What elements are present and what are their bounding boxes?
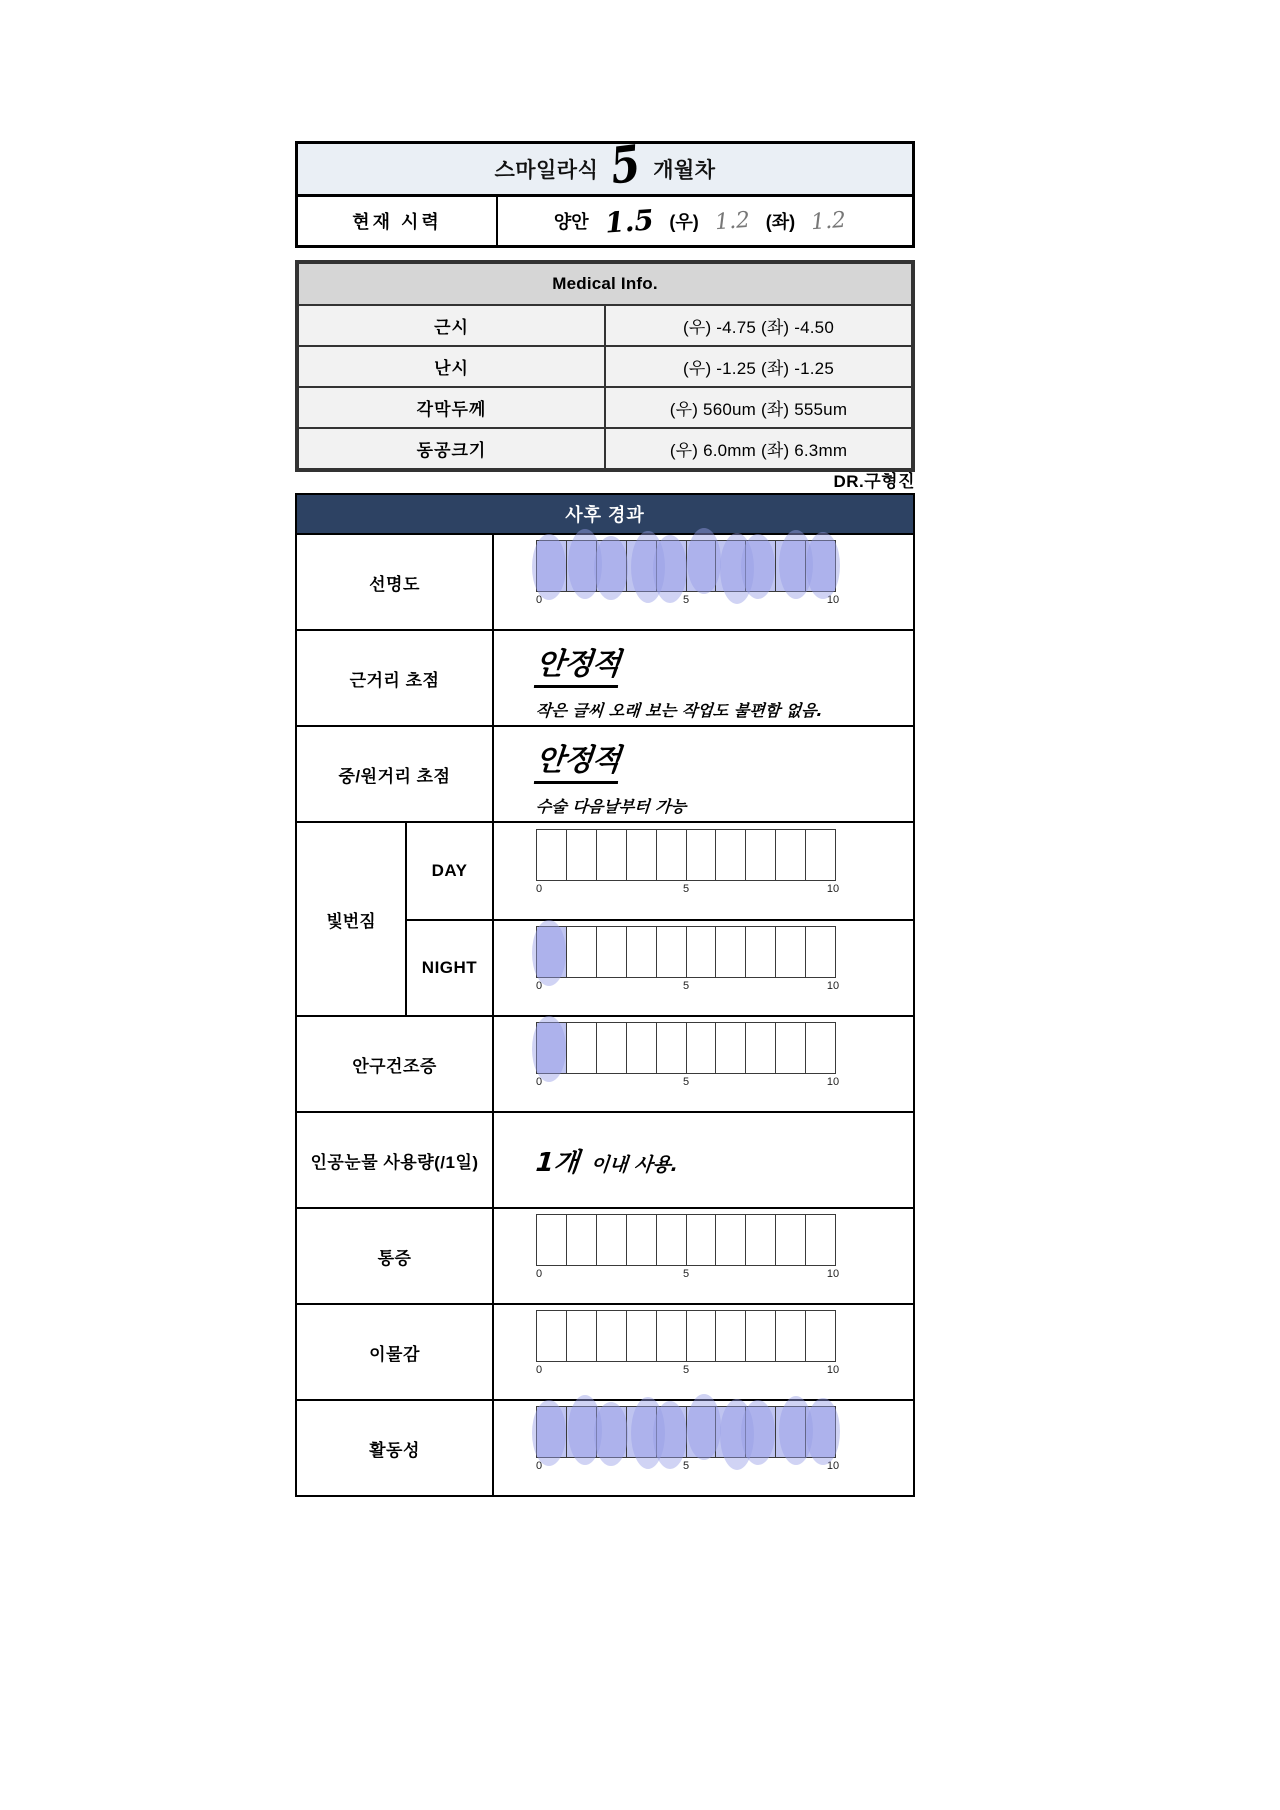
rating-scale-cells[interactable] <box>536 829 836 881</box>
rating-scale-cell[interactable] <box>567 1023 597 1073</box>
medical-info-key: 동공크기 <box>298 428 605 469</box>
rating-scale-cell[interactable] <box>687 927 717 977</box>
rating-scale-cell[interactable] <box>597 927 627 977</box>
handwritten-headline: 안정적 <box>534 639 622 688</box>
rating-scale-ticks <box>535 594 840 608</box>
scale-tick-mid: 5 <box>682 1364 690 1376</box>
progress-row-body <box>494 631 913 725</box>
rating-scale-cell[interactable] <box>687 1215 717 1265</box>
rating-scale-cell[interactable] <box>657 541 687 591</box>
rating-scale-cell[interactable] <box>597 1311 627 1361</box>
progress-subrows <box>407 823 913 1015</box>
rating-scale-cell[interactable] <box>657 1215 687 1265</box>
rating-scale-cell[interactable] <box>806 541 835 591</box>
progress-row-label: 통증 <box>297 1209 494 1303</box>
rating-scale-cell[interactable] <box>687 1407 717 1457</box>
scale-tick-min: 0 <box>535 1268 543 1280</box>
rating-scale-cell[interactable] <box>806 1407 835 1457</box>
table-row <box>298 346 912 387</box>
rating-scale[interactable] <box>535 540 840 624</box>
rating-scale-cell[interactable] <box>746 1311 776 1361</box>
rating-scale-cell[interactable] <box>627 927 657 977</box>
rating-scale-cell[interactable] <box>746 1023 776 1073</box>
medical-info-value: (우) 6.0mm (좌) 6.3mm <box>605 428 912 469</box>
rating-scale-cell[interactable] <box>776 1023 806 1073</box>
rating-scale-cell[interactable] <box>687 1023 717 1073</box>
rating-scale-ticks <box>535 1268 840 1282</box>
scale-tick-max: 10 <box>826 883 840 895</box>
handwritten-headline: 1개 <box>534 1147 581 1178</box>
vision-left-value: 1.2 <box>810 207 847 235</box>
progress-sub-body <box>494 921 913 1015</box>
scale-tick-min: 0 <box>535 1460 543 1472</box>
rating-scale-cell[interactable] <box>657 1407 687 1457</box>
scale-tick-mid: 5 <box>682 883 690 895</box>
rating-scale-cell[interactable] <box>537 830 567 880</box>
rating-scale-cell[interactable] <box>776 1215 806 1265</box>
scale-tick-mid: 5 <box>682 1460 690 1472</box>
progress-row-label: 이물감 <box>297 1305 494 1399</box>
month-handwritten: 5 <box>607 133 645 196</box>
scale-tick-max: 10 <box>826 1268 840 1280</box>
progress-sub-body <box>494 823 913 919</box>
scale-tick-mid: 5 <box>682 980 690 992</box>
rating-scale-cell[interactable] <box>567 927 597 977</box>
scale-tick-mid: 5 <box>682 1076 690 1088</box>
rating-scale-cell[interactable] <box>537 541 567 591</box>
rating-scale-ticks <box>535 1364 840 1378</box>
scale-tick-max: 10 <box>826 980 840 992</box>
handwritten-detail: 작은 글씨 오래 보는 작업도 불편함 없음. <box>535 701 824 720</box>
rating-scale-cell[interactable] <box>776 1311 806 1361</box>
rating-scale-cell[interactable] <box>657 1023 687 1073</box>
progress-sub-label: DAY <box>407 823 494 919</box>
rating-scale-cell[interactable] <box>627 830 657 880</box>
progress-row-label: 선명도 <box>297 535 494 629</box>
rating-scale-cell[interactable] <box>716 1311 746 1361</box>
progress-row <box>297 1111 913 1207</box>
handwritten-headline: 안정적 <box>534 735 622 784</box>
rating-scale-cell[interactable] <box>687 830 717 880</box>
rating-scale-cell[interactable] <box>537 927 567 977</box>
rating-scale-cell[interactable] <box>687 541 717 591</box>
progress-row-body <box>494 1305 913 1399</box>
medical-info-value: (우) 560um (좌) 555um <box>605 387 912 428</box>
handwritten-note <box>534 1142 680 1179</box>
rating-scale-cell[interactable] <box>776 1407 806 1457</box>
progress-row-label: 중/원거리 초점 <box>297 727 494 821</box>
progress-row-label: 근거리 초점 <box>297 631 494 725</box>
vision-right-value: 1.2 <box>713 207 751 235</box>
current-vision-label: 현재 시력 <box>298 197 498 245</box>
scale-tick-min: 0 <box>535 1364 543 1376</box>
medical-info-key: 난시 <box>298 346 605 387</box>
rating-scale-cell[interactable] <box>806 830 835 880</box>
rating-scale-cell[interactable] <box>806 1311 835 1361</box>
medical-info-value: (우) -1.25 (좌) -1.25 <box>605 346 912 387</box>
rating-scale[interactable] <box>535 1406 840 1490</box>
rating-scale-cell[interactable] <box>806 1215 835 1265</box>
handwritten-detail: 수술 다음날부터 가능 <box>535 797 687 816</box>
scale-tick-min: 0 <box>535 883 543 895</box>
scale-tick-mid: 5 <box>682 594 690 606</box>
rating-scale-ticks <box>535 1076 840 1090</box>
current-vision-row <box>298 197 912 245</box>
rating-scale-cell[interactable] <box>716 1407 746 1457</box>
medical-info-key: 근시 <box>298 305 605 346</box>
table-row <box>298 305 912 346</box>
progress-row <box>297 1015 913 1111</box>
progress-row-body <box>494 1113 913 1207</box>
progress-row-label: 인공눈물 사용량(/1일) <box>297 1113 494 1207</box>
rating-scale-cell[interactable] <box>537 1215 567 1265</box>
rating-scale-cell[interactable] <box>627 1023 657 1073</box>
medical-info-heading: Medical Info. <box>298 263 912 305</box>
rating-scale-cell[interactable] <box>597 541 627 591</box>
medical-info-key: 각막두께 <box>298 387 605 428</box>
medical-info-value: (우) -4.75 (좌) -4.50 <box>605 305 912 346</box>
progress-row-label: 안구건조증 <box>297 1017 494 1111</box>
rating-scale-cell[interactable] <box>657 830 687 880</box>
rating-scale-ticks <box>535 980 840 994</box>
progress-row <box>297 1303 913 1399</box>
progress-heading: 사후 경과 <box>297 495 913 533</box>
title-row <box>298 133 912 197</box>
rating-scale-cell[interactable] <box>657 1311 687 1361</box>
progress-table <box>295 493 915 1497</box>
rating-scale-cell[interactable] <box>567 541 597 591</box>
progress-row <box>297 1399 913 1495</box>
rating-scale-cell[interactable] <box>716 1023 746 1073</box>
scale-tick-max: 10 <box>826 594 840 606</box>
rating-scale[interactable] <box>535 1214 840 1298</box>
progress-row-label: 빛번짐 <box>297 823 407 1015</box>
rating-scale-cell[interactable] <box>537 1407 567 1457</box>
rating-scale-cell[interactable] <box>537 1023 567 1073</box>
rating-scale-cell[interactable] <box>746 541 776 591</box>
title-suffix: 개월차 <box>653 159 716 182</box>
rating-scale[interactable] <box>535 1022 840 1106</box>
rating-scale-cell[interactable] <box>746 1407 776 1457</box>
scale-tick-min: 0 <box>535 1076 543 1088</box>
rating-scale-cell[interactable] <box>627 1215 657 1265</box>
rating-scale-cell[interactable] <box>597 830 627 880</box>
rating-scale-cell[interactable] <box>687 1311 717 1361</box>
rating-scale-cell[interactable] <box>627 1311 657 1361</box>
progress-row-body <box>494 1017 913 1111</box>
medical-info-table <box>295 260 915 472</box>
rating-scale-cell[interactable] <box>567 1215 597 1265</box>
scale-tick-min: 0 <box>535 980 543 992</box>
handwritten-note <box>536 731 686 817</box>
vision-right-label: (우) <box>669 212 699 232</box>
rating-scale-cell[interactable] <box>776 541 806 591</box>
rating-scale-cells[interactable] <box>536 1310 836 1362</box>
rating-scale-cell[interactable] <box>567 830 597 880</box>
progress-group-row <box>297 821 913 1015</box>
rating-scale-cell[interactable] <box>806 927 835 977</box>
rating-scale-cell[interactable] <box>716 830 746 880</box>
progress-sub-label: NIGHT <box>407 921 494 1015</box>
vision-both-value: 1.5 <box>603 202 655 240</box>
progress-row <box>297 533 913 629</box>
rating-scale-cell[interactable] <box>746 927 776 977</box>
progress-row-body <box>494 727 913 821</box>
rating-scale-cell[interactable] <box>776 927 806 977</box>
rating-scale-cells[interactable] <box>536 1406 836 1458</box>
rating-scale-cell[interactable] <box>537 1311 567 1361</box>
progress-row <box>297 629 913 725</box>
doctor-name: DR.구형진 <box>833 472 915 491</box>
rating-scale[interactable] <box>535 1310 840 1394</box>
rating-scale-cell[interactable] <box>716 1215 746 1265</box>
rating-scale-cell[interactable] <box>657 927 687 977</box>
vision-both-label: 양안 <box>553 212 589 232</box>
rating-scale-cell[interactable] <box>567 1407 597 1457</box>
table-row <box>298 428 912 469</box>
rating-scale-cell[interactable] <box>627 1407 657 1457</box>
rating-scale-cell[interactable] <box>567 1311 597 1361</box>
progress-row-label: 활동성 <box>297 1401 494 1495</box>
rating-scale-cell[interactable] <box>597 1407 627 1457</box>
rating-scale-cell[interactable] <box>597 1023 627 1073</box>
rating-scale-cell[interactable] <box>716 927 746 977</box>
rating-scale-cells[interactable] <box>536 540 836 592</box>
progress-row-body <box>494 1209 913 1303</box>
vision-left-label: (좌) <box>765 212 796 232</box>
progress-row <box>297 1207 913 1303</box>
scale-tick-max: 10 <box>826 1076 840 1088</box>
title-prefix: 스마일라식 <box>494 159 599 182</box>
rating-scale-cell[interactable] <box>806 1023 835 1073</box>
rating-scale[interactable] <box>535 926 840 1010</box>
scale-tick-max: 10 <box>826 1364 840 1376</box>
scale-tick-mid: 5 <box>682 1268 690 1280</box>
rating-scale-ticks <box>535 1460 840 1474</box>
scale-tick-max: 10 <box>826 1460 840 1472</box>
scale-tick-min: 0 <box>535 594 543 606</box>
rating-scale-cell[interactable] <box>597 1215 627 1265</box>
rating-scale-cell[interactable] <box>776 830 806 880</box>
table-row <box>298 387 912 428</box>
progress-row <box>297 725 913 821</box>
rating-scale-cell[interactable] <box>716 541 746 591</box>
title-table <box>295 133 915 248</box>
rating-scale-cell[interactable] <box>627 541 657 591</box>
rating-scale[interactable] <box>535 829 840 913</box>
rating-scale-cells[interactable] <box>536 926 836 978</box>
rating-scale-cells[interactable] <box>536 1214 836 1266</box>
rating-scale-ticks <box>535 883 840 897</box>
current-vision-values <box>498 197 912 245</box>
progress-row-body <box>494 1401 913 1495</box>
handwritten-detail: 이내 사용. <box>589 1153 680 1176</box>
rating-scale-cell[interactable] <box>746 830 776 880</box>
rating-scale-cells[interactable] <box>536 1022 836 1074</box>
rating-scale-cell[interactable] <box>746 1215 776 1265</box>
progress-row-body <box>494 535 913 629</box>
progress-sub-row <box>407 919 913 1015</box>
handwritten-note <box>536 635 823 721</box>
progress-sub-row <box>407 823 913 919</box>
